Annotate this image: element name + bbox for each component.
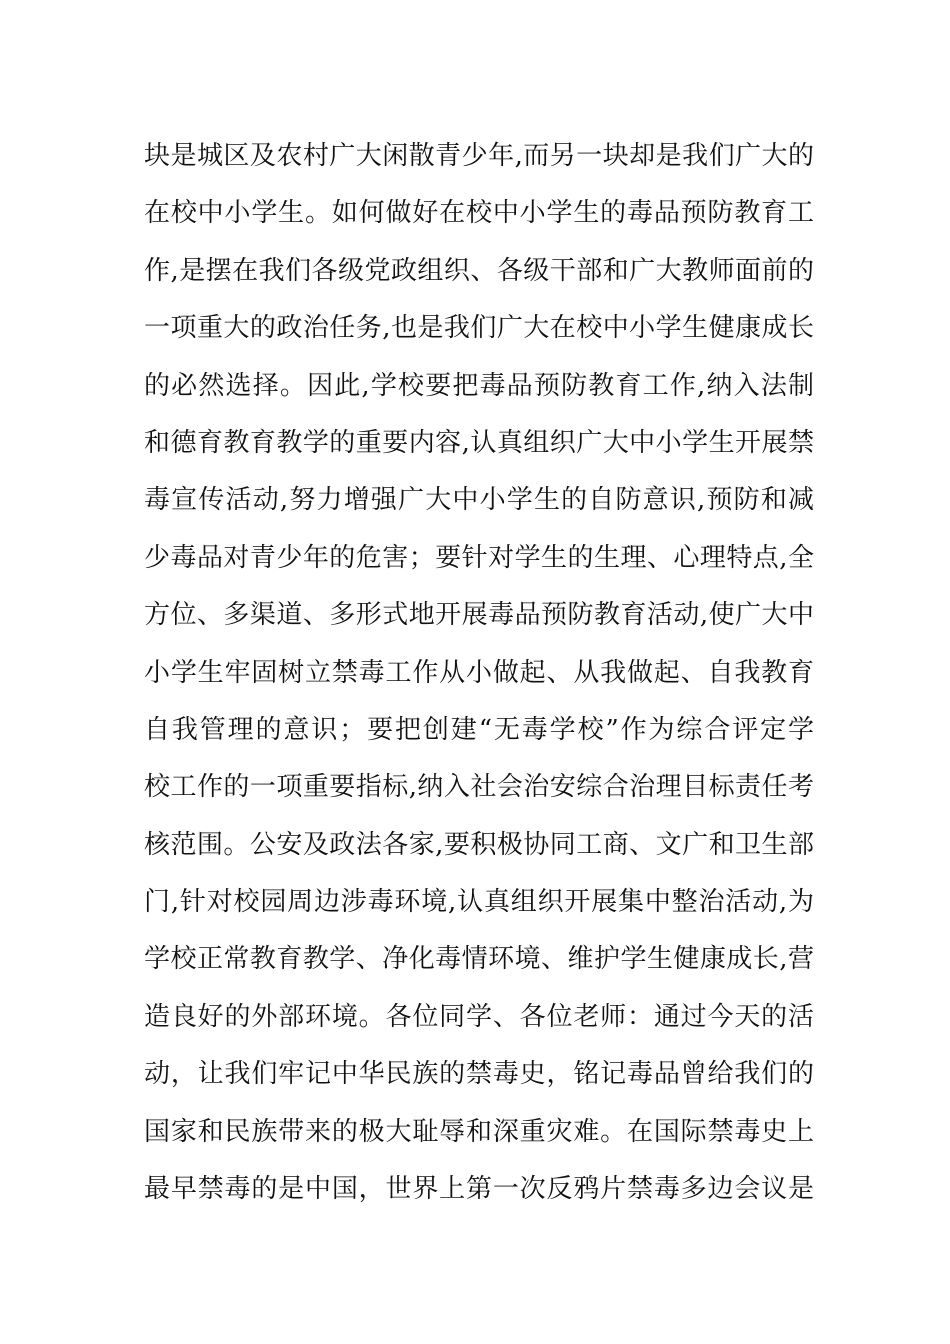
text-line: 门,针对校园周边涉毒环境,认真组织开展集中整治活动,为 xyxy=(144,887,814,918)
body-text xyxy=(144,128,814,1218)
text-line: 和德育教育教学的重要内容,认真组织广大中小学生开展禁 xyxy=(144,427,814,458)
text-line: 学校正常教育教学、净化毒情环境、维护学生健康成长,营 xyxy=(144,944,814,975)
text-line: 毒宣传活动,努力增强广大中小学生的自防意识,预防和减 xyxy=(144,485,814,516)
text-line: 最早禁毒的是中国，世界上第一次反鸦片禁毒多边会议是 xyxy=(144,1174,814,1205)
text-line: 自我管理的意识；要把创建“无毒学校”作为综合评定学 xyxy=(144,714,814,745)
text-line: 的必然选择。因此,学校要把毒品预防教育工作,纳入法制 xyxy=(144,370,814,401)
text-line: 造良好的外部环境。各位同学、各位老师：通过今天的活 xyxy=(144,1001,814,1032)
text-line: 方位、多渠道、多形式地开展毒品预防教育活动,使广大中 xyxy=(144,600,814,631)
text-line: 小学生牢固树立禁毒工作从小做起、从我做起、自我教育 xyxy=(144,657,814,688)
text-line: 国家和民族带来的极大耻辱和深重灾难。在国际禁毒史上 xyxy=(144,1116,814,1147)
text-line: 一项重大的政治任务,也是我们广大在校中小学生健康成长 xyxy=(144,313,814,344)
text-line: 作,是摆在我们各级党政组织、各级干部和广大教师面前的 xyxy=(144,255,814,286)
text-line: 少毒品对青少年的危害；要针对学生的生理、心理特点,全 xyxy=(144,542,814,573)
text-line: 校工作的一项重要指标,纳入社会治安综合治理目标责任考 xyxy=(144,772,814,803)
text-line: 核范围。公安及政法各家,要积极协同工商、文广和卫生部 xyxy=(144,829,814,860)
text-line: 动，让我们牢记中华民族的禁毒史，铭记毒品曾给我们的 xyxy=(144,1059,814,1090)
text-line: 在校中小学生。如何做好在校中小学生的毒品预防教育工 xyxy=(144,198,814,229)
text-line: 块是城区及农村广大闲散青少年,而另一块却是我们广大的 xyxy=(144,141,814,171)
